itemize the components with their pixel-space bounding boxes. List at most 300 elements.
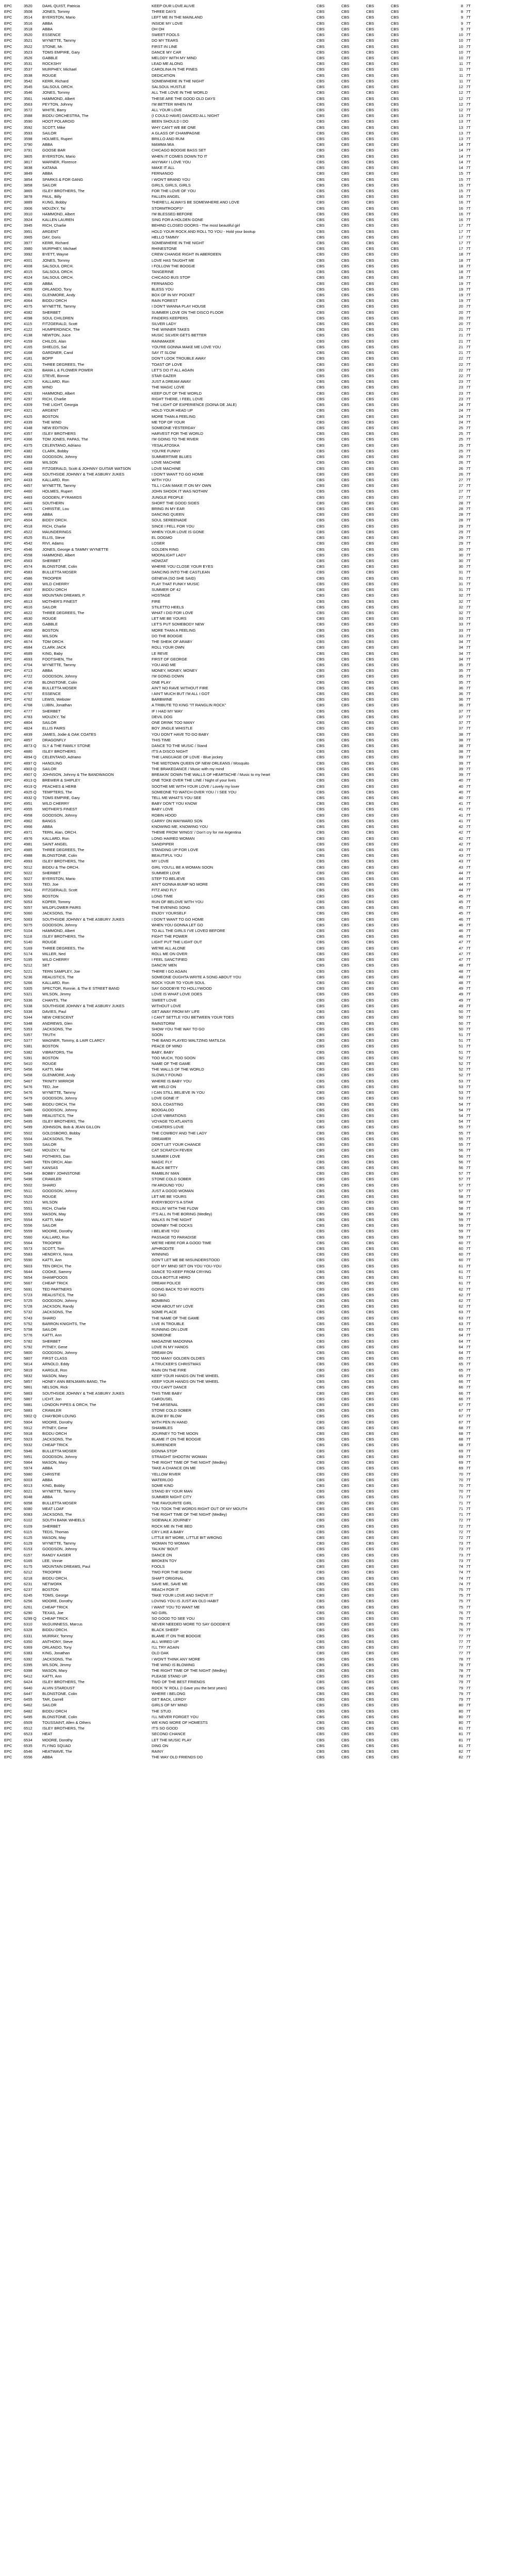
artist-cell: WAGNER, Tommy, & LAIR CLARCY <box>42 1038 105 1043</box>
col-b-cell: CBS <box>341 812 350 818</box>
col-a-cell: CBS <box>317 1662 325 1667</box>
col-b-cell: CBS <box>341 523 350 529</box>
artist-cell: GOODSON, Johnny <box>42 1350 77 1355</box>
catalog-number-cell: 4966 <box>24 824 32 829</box>
catalog-number-cell: 6350 <box>24 1639 32 1644</box>
catalog-number-cell: 5377 <box>24 1038 32 1043</box>
col-d-cell: CBS <box>391 1252 399 1257</box>
col-d-cell: CBS <box>391 865 399 870</box>
col-a-cell: CBS <box>317 246 325 251</box>
title-cell: SAY IT SLOW <box>152 350 176 355</box>
title-cell: OLD OAK <box>152 1651 169 1656</box>
artist-cell: GOODSON, Johnny <box>42 1096 77 1101</box>
col-c-cell: CBS <box>366 252 374 257</box>
col-a-cell: CBS <box>317 911 325 916</box>
label-code-cell: EPC <box>4 1610 12 1615</box>
col-c-cell: CBS <box>366 1489 374 1494</box>
col-a-cell: CBS <box>317 547 325 552</box>
col-a-cell: CBS <box>317 1726 325 1731</box>
col-d-cell: CBS <box>391 1350 399 1355</box>
ref-number-cell: 76 <box>458 1628 463 1633</box>
col-b-cell: CBS <box>341 570 350 575</box>
format-cell: 7T <box>466 628 471 633</box>
title-cell: LOVE VIBRATIONS <box>152 1113 186 1118</box>
col-b-cell: CBS <box>341 997 350 1003</box>
col-c-cell: CBS <box>366 154 374 159</box>
col-a-cell: CBS <box>317 743 325 748</box>
format-cell: 7T <box>466 518 471 523</box>
col-d-cell: CBS <box>391 1148 399 1153</box>
col-d-cell: CBS <box>391 847 399 852</box>
title-cell: YESALATOSKA <box>152 443 179 448</box>
ref-number-cell: 23 <box>458 396 463 401</box>
col-a-cell: CBS <box>317 26 325 31</box>
artist-cell: BYERSTON, Mario <box>42 154 76 159</box>
title-cell: CHICAGO BOOGIE BASS SET <box>152 148 206 153</box>
col-a-cell: CBS <box>317 1333 325 1338</box>
col-d-cell: CBS <box>391 1286 399 1292</box>
ref-number-cell: 37 <box>458 720 463 725</box>
col-a-cell: CBS <box>317 552 325 557</box>
label-code-cell: EPC <box>4 674 12 679</box>
catalog-number-cell: 4684 <box>24 645 32 650</box>
col-d-cell: CBS <box>391 1234 399 1240</box>
table-row <box>3 147 508 153</box>
col-d-cell: CBS <box>391 911 399 916</box>
col-d-cell: CBS <box>391 1003 399 1008</box>
col-d-cell: CBS <box>391 1379 399 1384</box>
label-code-cell: EPC <box>4 315 12 320</box>
title-cell: RUNNING ON LOVE <box>152 1327 188 1332</box>
title-cell: BOMBING <box>152 1298 170 1303</box>
catalog-number-cell: 4433 <box>24 477 32 482</box>
col-c-cell: CBS <box>366 622 374 627</box>
ref-number-cell: 73 <box>458 1558 463 1563</box>
col-a-cell: CBS <box>317 437 325 442</box>
format-cell: 7T <box>466 726 471 731</box>
format-cell: 7T <box>466 466 471 471</box>
label-code-cell: EPC <box>4 419 12 425</box>
col-d-cell: CBS <box>391 558 399 563</box>
col-c-cell: CBS <box>366 552 374 557</box>
ref-number-cell: 56 <box>458 1159 463 1164</box>
catalog-number-cell: 3531 <box>24 61 32 66</box>
col-a-cell: CBS <box>317 263 325 268</box>
col-a-cell: CBS <box>317 899 325 904</box>
col-b-cell: CBS <box>341 1523 350 1529</box>
ref-number-cell: 9 <box>460 21 463 26</box>
artist-cell: WYNETTE, Tammy <box>42 38 76 43</box>
label-code-cell: EPC <box>4 980 12 985</box>
title-cell: YELLOW RIVER <box>152 1471 181 1477</box>
format-cell: 7T <box>466 189 471 193</box>
table-row <box>3 1350 508 1355</box>
col-b-cell: CBS <box>341 396 350 401</box>
label-code-cell: EPC <box>4 518 12 523</box>
col-d-cell: CBS <box>391 593 399 598</box>
col-a-cell: CBS <box>317 1269 325 1274</box>
format-cell: 7T <box>466 986 471 991</box>
ref-number-cell: 78 <box>458 1656 463 1662</box>
ref-number-cell: 25 <box>458 448 463 453</box>
col-b-cell: CBS <box>341 558 350 563</box>
title-cell: YOU'RE FUNNY <box>152 448 181 453</box>
ref-number-cell: 70 <box>458 1477 463 1482</box>
artist-cell: SOUTHSIDE JOHNNY & THE ASBURY JUKES <box>42 917 125 922</box>
col-a-cell: CBS <box>317 1125 325 1130</box>
title-cell: WALKS IN THE NIGHT <box>152 1217 192 1222</box>
col-b-cell: CBS <box>341 957 350 962</box>
table-row <box>3 1032 508 1038</box>
col-c-cell: CBS <box>366 1090 374 1095</box>
col-b-cell: CBS <box>341 888 350 893</box>
table-row <box>3 1731 508 1737</box>
format-cell: 7T <box>466 286 471 292</box>
artist-cell: SHERBET <box>42 310 61 315</box>
title-cell: WHERE I BELONG <box>152 1691 186 1696</box>
catalog-number-cell: 6392 <box>24 1656 32 1662</box>
format-cell: 7T <box>466 1223 471 1228</box>
ref-number-cell: 74 <box>458 1581 463 1586</box>
col-c-cell: CBS <box>366 460 374 465</box>
artist-cell: TERN SAMPLEY, Joe <box>42 969 80 974</box>
ref-number-cell: 77 <box>458 1633 463 1638</box>
col-d-cell: CBS <box>391 1217 399 1222</box>
ref-number-cell: 35 <box>458 668 463 673</box>
ref-number-cell: 46 <box>458 917 463 922</box>
ref-number-cell: 16 <box>458 200 463 205</box>
artist-cell: THE WIND <box>42 419 62 425</box>
artist-cell: ROUGE <box>42 940 57 945</box>
col-b-cell: CBS <box>341 974 350 979</box>
col-a-cell: CBS <box>317 1402 325 1407</box>
col-d-cell: CBS <box>391 1362 399 1367</box>
col-a-cell: CBS <box>317 604 325 609</box>
label-code-cell: EPC <box>4 477 12 482</box>
col-a-cell: CBS <box>317 419 325 425</box>
col-c-cell: CBS <box>366 1171 374 1176</box>
tracklist-table <box>3 3 508 1760</box>
title-cell: I BELIEVE YOU <box>152 1229 179 1234</box>
artist-cell: KATTI, Ann <box>42 1258 62 1263</box>
table-row <box>3 720 508 725</box>
col-d-cell: CBS <box>391 234 399 240</box>
title-cell: THE RIGHT TIME OF THE NIGHT (Medley) <box>152 1512 227 1517</box>
catalog-number-cell: 6535 <box>24 1743 32 1748</box>
ref-number-cell: 29 <box>458 523 463 529</box>
col-b-cell: CBS <box>341 668 350 673</box>
col-c-cell: CBS <box>366 396 374 401</box>
col-a-cell: CBS <box>317 1194 325 1199</box>
artist-cell: BOSTON <box>42 1587 59 1592</box>
catalog-number-cell: 5266 <box>24 980 32 985</box>
artist-cell: BLONSTONE, Colin <box>42 564 77 569</box>
title-cell: IT'S ALL IN THE BORING (Medley) <box>152 1211 212 1216</box>
title-cell: RAIN FOREST <box>152 298 178 303</box>
catalog-number-cell: 5728 <box>24 1304 32 1309</box>
col-d-cell: CBS <box>391 1656 399 1662</box>
format-cell: 7T <box>466 876 471 882</box>
label-code-cell: EPC <box>4 824 12 829</box>
table-row <box>3 1419 508 1425</box>
col-d-cell: CBS <box>391 1229 399 1234</box>
table-row <box>3 488 508 494</box>
col-c-cell: CBS <box>366 778 374 783</box>
artist-cell: ARNOLD, Eddy <box>42 1362 70 1367</box>
label-code-cell: EPC <box>4 1656 12 1662</box>
ref-number-cell: 37 <box>458 726 463 731</box>
col-d-cell: CBS <box>391 714 399 719</box>
label-code-cell: EPC <box>4 1425 12 1430</box>
col-b-cell: CBS <box>341 154 350 159</box>
title-cell: GOING BACK TO MY ROOTS <box>152 1286 204 1292</box>
title-cell: GIRL YOU'LL BE A WOMAN SOON <box>152 865 213 870</box>
ref-number-cell: 69 <box>458 1454 463 1459</box>
catalog-number-cell: 4608 <box>24 593 32 598</box>
artist-cell: BIDDU ORCH. <box>42 1575 68 1581</box>
ref-number-cell: 29 <box>458 535 463 540</box>
col-d-cell: CBS <box>391 292 399 297</box>
catalog-number-cell: 5573 <box>24 1246 32 1251</box>
ref-number-cell: 24 <box>458 402 463 408</box>
ref-number-cell: 35 <box>458 680 463 685</box>
col-a-cell: CBS <box>317 628 325 633</box>
col-d-cell: CBS <box>391 437 399 442</box>
table-row <box>3 107 508 113</box>
title-cell: LET ME BE YOURS <box>152 1194 187 1199</box>
col-b-cell: CBS <box>341 1090 350 1095</box>
title-cell: STEP TO BELIEVE <box>152 876 186 882</box>
format-cell: 7T <box>466 836 471 841</box>
col-c-cell: CBS <box>366 96 374 101</box>
catalog-number-cell: 4159 <box>24 338 32 344</box>
col-a-cell: CBS <box>317 84 325 90</box>
ref-number-cell: 15 <box>458 177 463 182</box>
format-cell: 7T <box>466 1350 471 1355</box>
artist-cell: TRUTH <box>42 1032 56 1037</box>
col-c-cell: CBS <box>366 547 374 552</box>
catalog-number-cell: 4518 <box>24 523 32 529</box>
catalog-number-cell: 5456 <box>24 1067 32 1072</box>
ref-number-cell: 43 <box>458 859 463 864</box>
table-row <box>3 1055 508 1061</box>
format-cell: 7T <box>466 391 471 396</box>
col-c-cell: CBS <box>366 292 374 297</box>
col-c-cell: CBS <box>366 697 374 702</box>
label-code-cell: EPC <box>4 523 12 529</box>
catalog-number-cell: 5482 <box>24 1148 32 1153</box>
table-row <box>3 292 508 298</box>
catalog-number-cell: 4059 <box>24 286 32 292</box>
col-c-cell: CBS <box>366 9 374 14</box>
title-cell: LE REVE <box>152 651 168 656</box>
col-a-cell: CBS <box>317 1367 325 1372</box>
title-cell: TOAST OF LOVE <box>152 362 183 367</box>
col-d-cell: CBS <box>391 1073 399 1078</box>
title-cell: WATERLOO <box>152 1477 174 1482</box>
col-c-cell: CBS <box>366 408 374 413</box>
col-c-cell: CBS <box>366 1327 374 1332</box>
col-a-cell: CBS <box>317 1743 325 1748</box>
col-b-cell: CBS <box>341 55 350 60</box>
title-cell: ME TOP OF YOUR <box>152 419 185 425</box>
label-code-cell: EPC <box>4 755 12 760</box>
catalog-number-cell: 5964 <box>24 1460 32 1465</box>
col-b-cell: CBS <box>341 1362 350 1367</box>
col-c-cell: CBS <box>366 1252 374 1257</box>
artist-cell: KATTI, Mike <box>42 1067 63 1072</box>
col-b-cell: CBS <box>341 986 350 991</box>
label-code-cell: EPC <box>4 680 12 685</box>
table-row <box>3 159 508 165</box>
label-code-cell: EPC <box>4 1414 12 1419</box>
col-b-cell: CBS <box>341 697 350 702</box>
col-c-cell: CBS <box>366 1315 374 1320</box>
catalog-number-cell: 6237 <box>24 1587 32 1592</box>
format-cell: 7T <box>466 414 471 419</box>
col-c-cell: CBS <box>366 448 374 453</box>
col-d-cell: CBS <box>391 951 399 956</box>
col-c-cell: CBS <box>366 495 374 500</box>
artist-cell: FITZGERALD, Scott <box>42 888 77 893</box>
table-row <box>3 1454 508 1460</box>
format-cell: 7T <box>466 778 471 783</box>
col-d-cell: CBS <box>391 1113 399 1118</box>
title-cell: I WON'T THINK ANY MORE <box>152 1656 201 1662</box>
catalog-number-cell: 5807 <box>24 1356 32 1361</box>
col-b-cell: CBS <box>341 1391 350 1396</box>
format-cell: 7T <box>466 911 471 916</box>
col-c-cell: CBS <box>366 633 374 638</box>
catalog-number-cell: 5174 <box>24 951 32 956</box>
catalog-number-cell: 6218 <box>24 1575 32 1581</box>
format-cell: 7T <box>466 506 471 512</box>
label-code-cell: EPC <box>4 1385 12 1390</box>
format-cell: 7T <box>466 437 471 442</box>
title-cell: BLESS YOU <box>152 286 174 292</box>
label-code-cell: EPC <box>4 593 12 598</box>
artist-cell: GLENMORE, Andy <box>42 1073 75 1078</box>
col-b-cell: CBS <box>341 1443 350 1448</box>
ref-number-cell: 49 <box>458 1003 463 1008</box>
table-row <box>3 1720 508 1725</box>
title-cell: ROCK ME IN THE BED <box>152 1523 193 1529</box>
artist-cell: HENDRYX, Nona <box>42 1252 73 1257</box>
label-code-cell: EPC <box>4 836 12 841</box>
artist-cell: SOUTHSIDE JOHNNY & THE ASBURY JUKES <box>42 1003 125 1008</box>
ref-number-cell: 19 <box>458 298 463 303</box>
col-c-cell: CBS <box>366 1298 374 1303</box>
title-cell: SALSOUL HUSTLE <box>152 84 186 90</box>
format-cell: 7T <box>466 749 471 754</box>
artist-cell: ISLEY BROTHERS, The <box>42 1726 85 1731</box>
table-row <box>3 1391 508 1396</box>
ref-number-cell: 45 <box>458 893 463 899</box>
col-d-cell: CBS <box>391 137 399 142</box>
col-b-cell: CBS <box>341 1379 350 1384</box>
catalog-number-cell: 5063 <box>24 917 32 922</box>
catalog-number-cell: 3522 <box>24 44 32 49</box>
col-c-cell: CBS <box>366 1292 374 1297</box>
table-row <box>3 477 508 483</box>
table-row <box>3 910 508 916</box>
table-row <box>3 425 508 431</box>
catalog-number-cell: 4746 <box>24 685 32 690</box>
col-b-cell: CBS <box>341 1148 350 1153</box>
format-cell: 7T <box>466 448 471 453</box>
col-b-cell: CBS <box>341 1662 350 1667</box>
col-a-cell: CBS <box>317 1026 325 1031</box>
label-code-cell: EPC <box>4 466 12 471</box>
col-d-cell: CBS <box>391 1668 399 1673</box>
table-row <box>3 1332 508 1338</box>
catalog-number-cell: 5027 <box>24 876 32 882</box>
ref-number-cell: 40 <box>458 795 463 800</box>
format-cell: 7T <box>466 1714 471 1719</box>
col-b-cell: CBS <box>341 1599 350 1604</box>
title-cell: WE'RE ALL ALONE <box>152 945 186 951</box>
table-row <box>3 917 508 922</box>
col-a-cell: CBS <box>317 1090 325 1095</box>
col-a-cell: CBS <box>317 1304 325 1309</box>
col-d-cell: CBS <box>391 379 399 384</box>
title-cell: RAINMAKER <box>152 338 175 344</box>
col-b-cell: CBS <box>341 9 350 14</box>
format-cell: 7T <box>466 21 471 26</box>
col-b-cell: CBS <box>341 766 350 771</box>
col-b-cell: CBS <box>341 119 350 124</box>
col-b-cell: CBS <box>341 107 350 112</box>
col-c-cell: CBS <box>366 1587 374 1592</box>
catalog-number-cell: 3593 <box>24 130 32 135</box>
label-code-cell: EPC <box>4 760 12 766</box>
table-row <box>3 1552 508 1558</box>
col-b-cell: CBS <box>341 622 350 627</box>
title-cell: RUN OF BELOVE WITH YOU <box>152 899 204 904</box>
col-c-cell: CBS <box>366 841 374 846</box>
catalog-number-cell: 6495 <box>24 1714 32 1719</box>
table-row <box>3 1211 508 1217</box>
col-b-cell: CBS <box>341 90 350 95</box>
catalog-number-cell: 3518 <box>24 26 32 31</box>
table-row <box>3 154 508 159</box>
catalog-number-cell: 4919 Q <box>24 784 37 789</box>
format-cell: 7T <box>466 338 471 344</box>
format-cell: 7T <box>466 419 471 425</box>
col-a-cell: CBS <box>317 1171 325 1176</box>
col-d-cell: CBS <box>391 1460 399 1465</box>
label-code-cell: EPC <box>4 55 12 60</box>
ref-number-cell: 78 <box>458 1662 463 1667</box>
table-row <box>3 125 508 130</box>
col-c-cell: CBS <box>366 940 374 945</box>
catalog-number-cell: 5902 Q <box>24 1414 37 1419</box>
ref-number-cell: 10 <box>458 44 463 49</box>
table-row <box>3 732 508 737</box>
artist-cell: MASON, Mary <box>42 1460 68 1465</box>
artist-cell: THE LIGHT, Georgia <box>42 402 78 408</box>
ref-number-cell: 58 <box>458 1194 463 1199</box>
col-c-cell: CBS <box>366 1281 374 1286</box>
col-d-cell: CBS <box>391 1599 399 1604</box>
format-cell: 7T <box>466 298 471 303</box>
title-cell: LOVE HAS TAUGHT ME <box>152 258 194 263</box>
col-c-cell: CBS <box>366 1443 374 1448</box>
col-c-cell: CBS <box>366 1645 374 1650</box>
table-row <box>3 448 508 454</box>
artist-cell: HAMMOND, Albert <box>42 96 75 101</box>
label-code-cell: EPC <box>4 344 12 349</box>
